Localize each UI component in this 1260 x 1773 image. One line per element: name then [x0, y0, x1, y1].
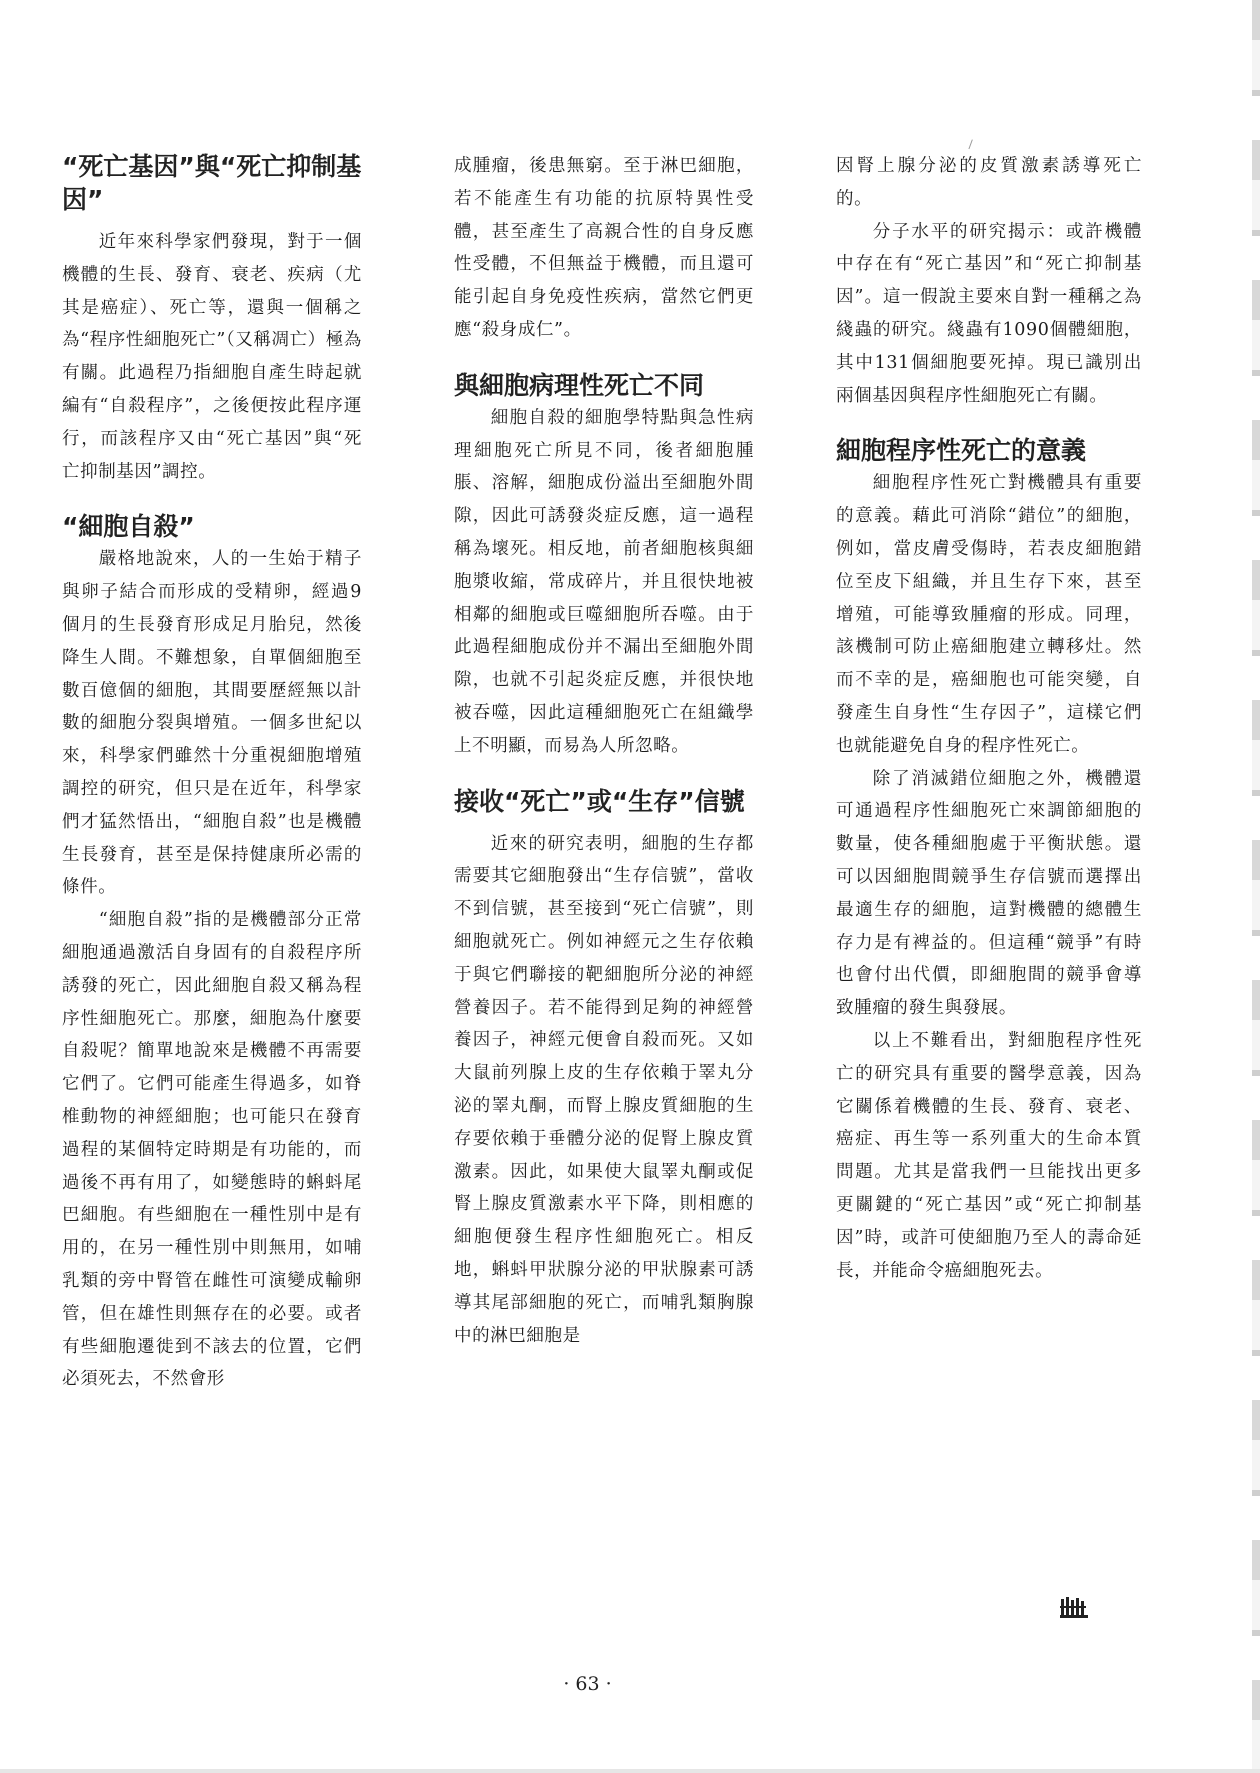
column-1 — [62, 150, 362, 1396]
end-of-article-mark-icon — [1060, 1596, 1090, 1620]
paragraph: 細胞自殺的細胞學特點與急性病理細胞死亡所見不同，後者細胞腫脹、溶解，細胞成份溢出至細胞外間隙，因此可誘發炎症反應，這一過程稱為壞死。相反地，前者細胞核與細胞漿收縮，常成碎片，并且很快地被相鄰的細胞或巨噬細胞所吞噬。由于此過程細胞成份并不漏出至細胞外間隙，也就不引起炎症反應，并很快地被吞噬，因此這種細胞死亡在組織學上不明顯，而易為人所忽略。 — [454, 407, 754, 756]
scan-speck — [968, 139, 976, 150]
paragraph: 分子水平的研究揭示：或許機體中存在有“死亡基因”和“死亡抑制基因”。這一假說主要來自對一種稱之為綫蟲的研究。綫蟲有1090個體細胞，其中131個細胞要死掉。現已識別出兩個基因與程序性細胞死亡有關。 — [836, 221, 1142, 406]
paragraph: 近來的研究表明，細胞的生存都需要其它細胞發出“生存信號”，當收不到信號，甚至接到“死亡信號”，則細胞就死亡。例如神經元之生存依賴于與它們聯接的靶細胞所分泌的神經營養因子。若不能得到足夠的神經營養因子，神經元便會自殺而死。又如大鼠前列腺上皮的生存依賴于睪丸分泌的睪丸酮，而腎上腺皮質細胞的生存要依賴于垂體分泌的促腎上腺皮質激素。因此，如果使大鼠睪丸酮或促腎上腺皮質激素水平下降，則相應的細胞便發生程序性細胞死亡。相反地，蝌蚪甲狀腺分泌的甲狀腺素可誘導其尾部細胞的死亡，而哺乳類胸腺中的淋巴細胞是 — [454, 833, 754, 1346]
scan-edge-bottom — [0, 1769, 1260, 1773]
paragraph: 以上不難看出，對細胞程序性死亡的研究具有重要的醫學意義，因為它關係着機體的生長、發育、衰老、癌症、再生等一系列重大的生命本質問題。尤其是當我們一旦能找出更多更關鍵的“死亡基因”或“死亡抑制基因”時，或許可使細胞乃至人的壽命延長，并能命令癌細胞死去。 — [836, 1030, 1142, 1281]
paragraph-continued: 因腎上腺分泌的皮質激素誘導死亡的。 — [836, 156, 1142, 209]
page-number: · 63 · — [563, 1673, 612, 1695]
paragraph: 細胞程序性死亡對機體具有重要的意義。藉此可消除“錯位”的細胞，例如，當皮膚受傷時，若表皮細胞錯位至皮下組織，并且生存下來，甚至增殖，可能導致腫瘤的形成。同理，該機制可防止癌細胞建立轉移灶。然而不幸的是，癌細胞也可能突變，自發產生自身性“生存因子”，這樣它們也就能避免自身的程序性死亡。 — [836, 473, 1142, 756]
section-heading-significance: 細胞程序性死亡的意義 — [836, 436, 1087, 466]
section-heading-signals: 接收“死亡”或“生存”信號 — [454, 786, 745, 816]
scan-edge — [1252, 0, 1260, 1773]
paragraph: 嚴格地說來，人的一生始于精子與卵子結合而形成的受精卵，經過9個月的生長發育形成足月胎兒，然後降生人間。不難想象，自單個細胞至數百億個的細胞，其間要歷經無以計數的細胞分裂與增殖。一個多世紀以來，科學家們雖然十分重視細胞增殖調控的研究，但只是在近年，科學家們才猛然悟出，“細胞自殺”也是機體生長發育，甚至是保持健康所必需的條件。 — [62, 549, 362, 898]
column-3 — [836, 150, 1142, 1287]
paragraph: 除了消滅錯位細胞之外，機體還可通過程序性細胞死亡來調節細胞的數量，使各種細胞處于平衡狀態。還可以因細胞間競爭生存信號而選擇出最適生存的細胞，這對機體的總體生存力是有裨益的。但這種“競爭”有時也會付出代價，即細胞間的競爭會導致腫瘤的發生與發展。 — [836, 768, 1142, 1019]
section-heading-pathological-death: 與細胞病理性死亡不同 — [454, 370, 705, 400]
paragraph: “細胞自殺”指的是機體部分正常細胞通過激活自身固有的自殺程序所誘發的死亡，因此細胞自殺又稱為程序性細胞死亡。那麼，細胞為什麼要自殺呢？簡單地說來是機體不再需要它們了。它們可能產生得過多，如脊椎動物的神經細胞；也可能只在發育過程的某個特定時期是有功能的，而過後不再有用了，如變態時的蝌蚪尾巴細胞。有些細胞在一種性別中是有用的，在另一種性別中則無用，如哺乳類的旁中腎管在雌性可演變成輸卵管，但在雄性則無存在的必要。或者有些細胞遷徙到不該去的位置，它們必須死去，不然會形 — [62, 910, 362, 1390]
column-2 — [454, 150, 754, 1352]
paragraph-continued: 成腫瘤，後患無窮。至于淋巴細胞，若不能產生有功能的抗原特異性受體，甚至產生了高親合性的自身反應性受體，不但無益于機體，而且還可能引起自身免疫性疾病，當然它們更應“殺身成仁”。 — [454, 156, 754, 340]
section-heading-death-genes: “死亡基因”與“死亡抑制基因” — [62, 152, 362, 214]
section-heading-cell-suicide: “細胞自殺” — [62, 512, 195, 542]
paragraph: 近年來科學家們發現，對于一個機體的生長、發育、衰老、疾病（尤其是癌症）、死亡等，還與一個稱之為“程序性細胞死亡”（又稱凋亡）極為有關。此過程乃指細胞自產生時起就編有“自殺程序”，之後便按此程序運行，而該程序又由“死亡基因”與“死亡抑制基因”調控。 — [62, 232, 362, 482]
